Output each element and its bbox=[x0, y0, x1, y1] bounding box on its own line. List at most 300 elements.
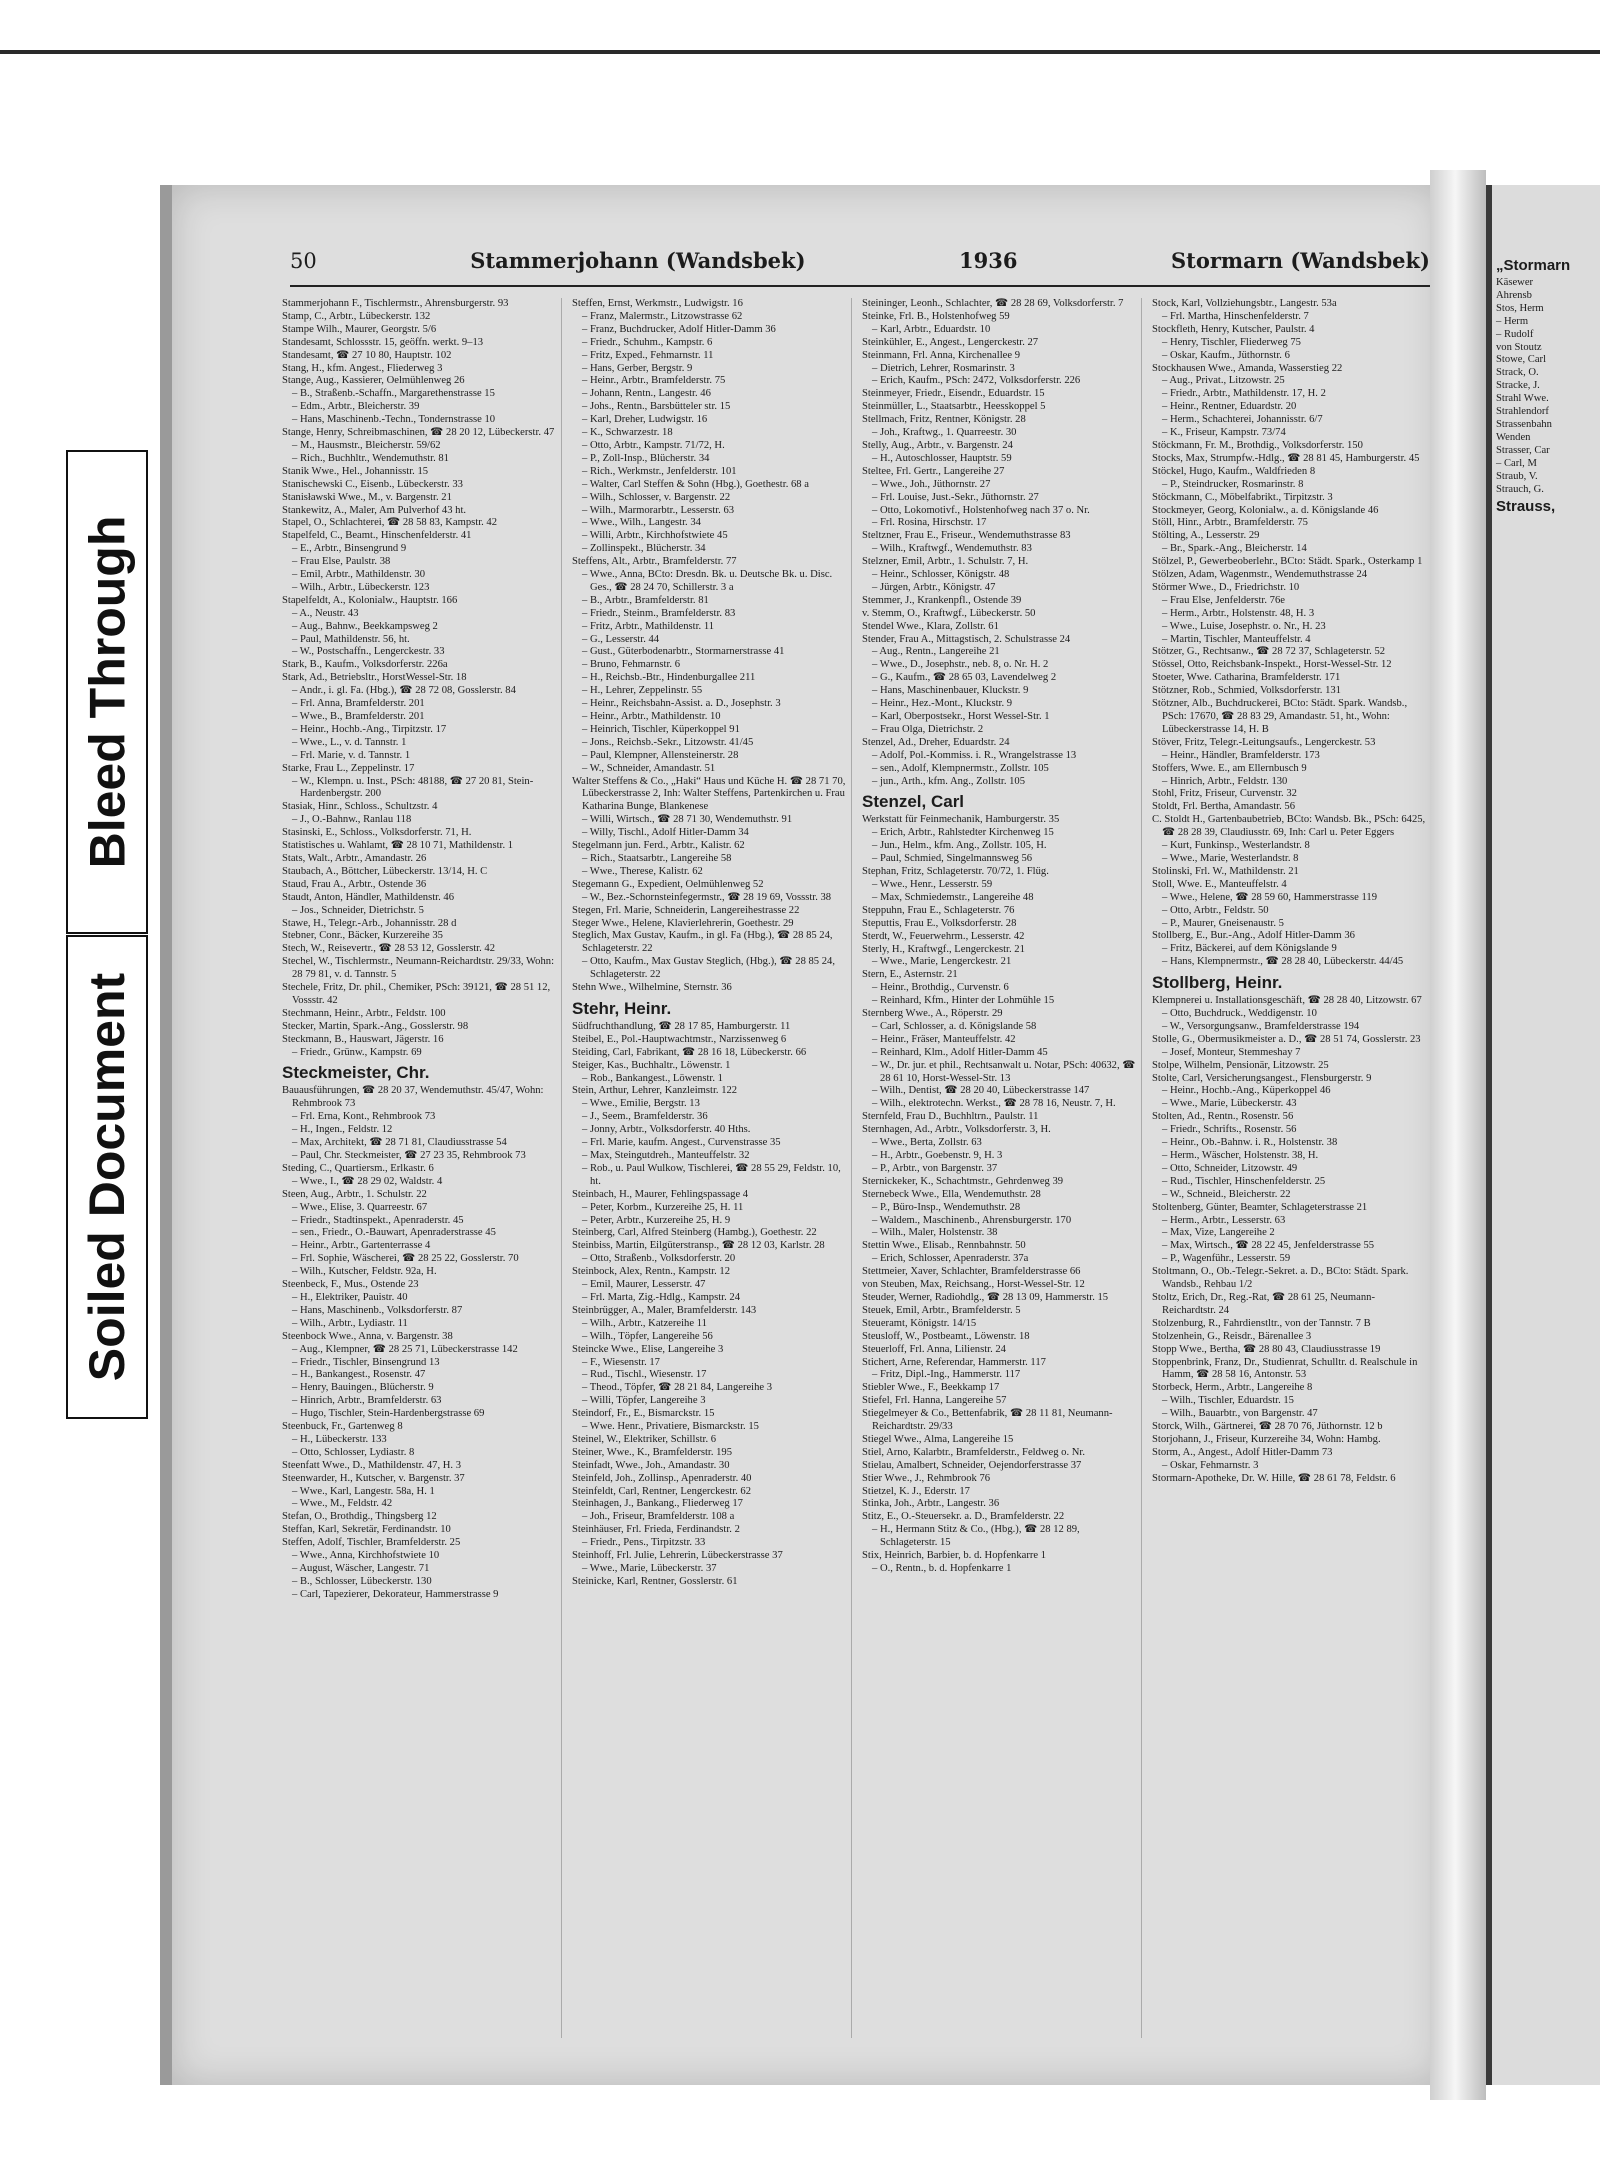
directory-entry: von Steuben, Max, Reichsang., Horst-Wessel-Str. 12 bbox=[862, 1279, 1085, 1291]
directory-entry: Stoll, Wwe. E., Manteuffelstr. 4 bbox=[1152, 878, 1287, 890]
directory-entry: – W., Postschaffn., Lengerckestr. 33 bbox=[292, 646, 445, 658]
directory-entry: – K., Schwarzestr. 18 bbox=[582, 427, 673, 439]
directory-entry: – Fritz, Bäckerei, auf dem Königslande 9 bbox=[1162, 943, 1337, 955]
directory-entry: Stelly, Aug., Arbtr., v. Bargenstr. 24 bbox=[862, 439, 1013, 451]
directory-entry: Sterdt, W., Feuerwehrm., Lesserstr. 42 bbox=[862, 930, 1025, 942]
directory-entry: Steinfeldt, Carl, Rentner, Lengerckestr. 62 bbox=[572, 1485, 752, 1497]
directory-entry: – Herm., Wäscher, Holstenstr. 38, H. bbox=[1162, 1150, 1319, 1161]
directory-entry: – J., O.-Bahnw., Ranlau 118 bbox=[292, 814, 412, 826]
directory-entry: – Otto, Buchdruck., Weddigenstr. 10 bbox=[1162, 1008, 1317, 1020]
top-border bbox=[0, 50, 1600, 54]
directory-entry: Steinke, Frl. B., Holstenhofweg 59 bbox=[862, 310, 1010, 322]
directory-entry: Steuek, Emil, Arbtr., Bramfelderstr. 5 bbox=[862, 1304, 1021, 1316]
directory-entry: – Rud., Tischler, Hinschenfelderstr. 25 bbox=[1162, 1175, 1326, 1187]
directory-entry: – Wilh., Kraftwgf., Wendemuthstr. 83 bbox=[872, 543, 1032, 555]
directory-entry: Stössel, Otto, Reichsbank-Inspekt., Horst-Wessel-Str. 12 bbox=[1152, 659, 1392, 671]
directory-entry: – H., Autoschlosser, Hauptstr. 59 bbox=[872, 452, 1012, 464]
directory-entry: – Waldem., Maschinenb., Ahrensburgerstr. 170 bbox=[872, 1214, 1072, 1226]
directory-entry: – W., Dr. jur. et phil., Rechtsanwalt u. Notar, PSch: 40632, ☎ 28 61 10, Horst-Wessel-Str. 13 bbox=[872, 1059, 1136, 1084]
directory-entry: – Edm., Arbtr., Bleicherstr. 39 bbox=[292, 401, 420, 413]
directory-entry: Stankewitz, A., Maler, Am Pulverhof 43 ht. bbox=[282, 504, 467, 516]
directory-entry: – E., Arbtr., Binsengrund 9 bbox=[292, 543, 407, 555]
directory-entry: – August, Wäscher, Langestr. 71 bbox=[292, 1563, 430, 1574]
directory-entry: – Friedr., Tischler, Binsengrund 13 bbox=[292, 1356, 440, 1368]
directory-entry: – Frau Else, Paulstr. 38 bbox=[292, 556, 391, 568]
directory-entry: – Johs., Rentn., Barsbütteler str. 15 bbox=[582, 401, 731, 413]
header-rule bbox=[290, 285, 1430, 287]
directory-entry: – Otto, Lokomotivf., Holstenhofweg nach 37 o. Nr. bbox=[872, 504, 1090, 516]
directory-entry: Stats, Walt., Arbtr., Amandastr. 26 bbox=[282, 852, 427, 864]
directory-entry: – Oskar, Kaufm., Jüthornstr. 6 bbox=[1162, 349, 1290, 361]
directory-entry: Steen, Aug., Arbtr., 1. Schulstr. 22 bbox=[282, 1188, 427, 1200]
next-page-list bbox=[1492, 255, 1600, 518]
directory-entry: – Wilh., Töpfer, Langereihe 56 bbox=[582, 1330, 713, 1342]
directory-entry: Sternickeker, K., Schachtmstr., Gehrdenweg 39 bbox=[862, 1175, 1064, 1187]
directory-entry: – F., Wiesenstr. 17 bbox=[582, 1356, 660, 1368]
right-running-title: Stormarn (Wandsbek) bbox=[1170, 248, 1430, 273]
directory-entry: Statistisches u. Wahlamt, ☎ 28 10 71, Mathildenstr. 1 bbox=[282, 840, 514, 852]
directory-entry: Stinka, Joh., Arbtr., Langestr. 36 bbox=[862, 1498, 1000, 1510]
directory-entry: – Heinr., Ob.-Bahnw. i. R., Holstenstr. 38 bbox=[1162, 1137, 1338, 1149]
directory-entry: – B., Arbtr., Bramfelderstr. 81 bbox=[582, 594, 709, 606]
directory-entry: Bauausführungen, ☎ 28 20 37, Wendemuthstr. 45/47, Wohn: Rehmbrook 73 bbox=[282, 1085, 544, 1110]
next-page-entry: Wenden bbox=[1496, 431, 1531, 443]
directory-entry: Standesamt, Schlossstr. 15, geöffn. werkt. 9–13 bbox=[282, 336, 484, 348]
directory-entry: Stampe Wilh., Maurer, Georgstr. 5/6 bbox=[282, 323, 437, 335]
directory-entry: Staud, Frau A., Arbtr., Ostende 36 bbox=[282, 878, 427, 890]
directory-entry: Sternberg Wwe., A., Röperstr. 29 bbox=[862, 1008, 1003, 1020]
directory-entry: – Hans, Klempnermstr., ☎ 28 28 40, Lübeckerstr. 44/45 bbox=[1162, 956, 1404, 968]
directory-entry: Steinicke, Karl, Rentner, Gosslerstr. 61 bbox=[572, 1575, 738, 1587]
directory-entry: – H., Reichsb.-Btr., Hindenburgallee 211 bbox=[582, 672, 756, 684]
directory-entry: – Heinr., Arbtr., Bramfelderstr. 75 bbox=[582, 375, 726, 387]
directory-entry: Stock, Karl, Vollziehungsbtr., Langestr. 53a bbox=[1152, 298, 1337, 309]
directory-entry: – Frl. Marie, v. d. Tannstr. 1 bbox=[292, 749, 411, 761]
directory-entry: Steltee, Frl. Gertr., Langereihe 27 bbox=[862, 465, 1005, 477]
directory-entry: Stechel, W., Tischlermstr., Neumann-Reichardtstr. 29/33, Wohn: 28 79 81, v. d. Tannstr. 5 bbox=[282, 956, 555, 981]
directory-entry: – Willi, Wirtsch., ☎ 28 71 30, Wendemuthstr. 91 bbox=[582, 814, 793, 826]
directory-entry: – Frl. Erna, Kont., Rehmbrook 73 bbox=[292, 1111, 436, 1123]
directory-entry: – P., Wagenführ., Lesserstr. 59 bbox=[1162, 1253, 1291, 1265]
directory-entry: Steppuhn, Frau E., Schlageterstr. 76 bbox=[862, 904, 1015, 916]
directory-entry: Stender, Frau A., Mittagstisch, 2. Schulstrasse 24 bbox=[862, 633, 1071, 645]
directory-entry: – Henry, Bauingen., Blücherstr. 9 bbox=[292, 1382, 434, 1394]
directory-entry: Stammerjohann F., Tischlermstr., Ahrensburgerstr. 93 bbox=[282, 298, 509, 309]
directory-entry: Steueramt, Königstr. 14/15 bbox=[862, 1317, 977, 1329]
directory-entry: Stormarn-Apotheke, Dr. W. Hille, ☎ 28 61 78, Feldstr. 6 bbox=[1152, 1472, 1396, 1484]
directory-entry: – Max, Wirtsch., ☎ 28 22 45, Jenfelderstrasse 55 bbox=[1162, 1240, 1375, 1252]
directory-entry: Stechmann, Heinr., Arbtr., Feldstr. 100 bbox=[282, 1007, 446, 1019]
directory-entry: – Peter, Arbtr., Kurzereihe 25, H. 9 bbox=[582, 1214, 731, 1226]
directory-entry: Stolzenburg, R., Fahrdienstltr., von der Tannstr. 7 B bbox=[1152, 1317, 1371, 1329]
directory-entry: – Oskar, Fehmarnstr. 3 bbox=[1162, 1459, 1259, 1471]
directory-entry: Sternebeck Wwe., Ella, Wendemuthstr. 28 bbox=[862, 1188, 1041, 1200]
directory-entry: Stoltmann, O., Ob.-Telegr.-Sekret. a. D., BCto: Städt. Spark. Wandsb., Rehbau 1/2 bbox=[1152, 1266, 1409, 1291]
directory-entry: – Jonny, Arbtr., Volksdorferstr. 40 Hths. bbox=[582, 1124, 751, 1136]
directory-entry: Steiger, Kas., Buchhaltr., Löwenstr. 1 bbox=[572, 1059, 731, 1071]
next-page-entry: Stos, Herm bbox=[1496, 302, 1544, 314]
directory-entry: Stöckmann, C., Möbelfabrikt., Tirpitzstr. 3 bbox=[1152, 491, 1333, 503]
directory-entry: Stapel, O., Schlachterei, ☎ 28 58 83, Kampstr. 42 bbox=[282, 517, 498, 529]
directory-entry: – Wilh., Dentist, ☎ 28 20 40, Lübeckerstrasse 147 bbox=[872, 1085, 1090, 1097]
directory-entry: – Frl. Anna, Bramfelderstr. 201 bbox=[292, 698, 425, 710]
directory-entry: Stölzel, P., Gewerbeoberlehr., BCto: Städt. Spark., Osterkamp 1 bbox=[1152, 556, 1423, 568]
directory-entry: Stegen, Frl. Marie, Schneiderin, Langereihestrasse 22 bbox=[572, 904, 800, 916]
directory-entry: Steffen, Ernst, Werkmstr., Ludwigstr. 16 bbox=[572, 298, 743, 309]
directory-entry: – Wwe., Berta, Zollstr. 63 bbox=[872, 1137, 982, 1149]
directory-entry: Steckmeister, Chr. bbox=[282, 1063, 430, 1083]
directory-entry: – sen., Adolf, Klempnermstr., Zollstr. 105 bbox=[872, 762, 1049, 774]
directory-entry: – Heinr., Arbtr., Gartenterrasse 4 bbox=[292, 1240, 431, 1252]
directory-entry: – H., Elektriker, Pauistr. 40 bbox=[292, 1291, 408, 1303]
directory-entry: Stenzel, Carl bbox=[862, 792, 965, 812]
column-1 bbox=[282, 298, 562, 2038]
directory-entry: Steinhoff, Frl. Julie, Lehrerin, Lübeckerstrasse 37 bbox=[572, 1550, 783, 1562]
directory-entry: Stolle, G., Obermusikmeister a. D., ☎ 28 51 74, Gosslerstr. 23 bbox=[1152, 1033, 1421, 1045]
directory-entry: Stoeter, Wwe. Catharina, Bramfelderstr. 171 bbox=[1152, 672, 1341, 684]
directory-entry: – B., Schlosser, Lübeckerstr. 130 bbox=[292, 1575, 432, 1587]
directory-entry: – Erich, Arbtr., Rahlstedter Kirchenweg 15 bbox=[872, 827, 1054, 839]
directory-entry: Stephan, Fritz, Schlageterstr. 70/72, 1. Flüg. bbox=[862, 866, 1049, 878]
directory-columns bbox=[282, 298, 1432, 2038]
directory-entry: Steinel, W., Elektriker, Schillstr. 6 bbox=[572, 1433, 717, 1445]
directory-entry: – Hans, Maschinenbauer, Kluckstr. 9 bbox=[872, 685, 1029, 697]
directory-entry: – Heinr., Hochb.-Ang., Tirpitzstr. 17 bbox=[292, 723, 447, 735]
directory-entry: Stielau, Amalbert, Schneider, Oejendorferstrasse 37 bbox=[862, 1459, 1082, 1471]
next-page-entry: Strahlendorf bbox=[1496, 406, 1549, 418]
directory-entry: – Frl. Marta, Zig.-Hdlg., Kampstr. 24 bbox=[582, 1291, 741, 1303]
directory-entry: – Frl. Martha, Hinschenfelderstr. 7 bbox=[1162, 310, 1309, 322]
directory-entry: – Martin, Tischler, Manteuffelstr. 4 bbox=[1162, 633, 1311, 645]
directory-entry: – Reinhard, Kfm., Hinter der Lohmühle 15 bbox=[872, 995, 1055, 1007]
directory-entry: Steenbock Wwe., Anna, v. Bargenstr. 38 bbox=[282, 1330, 453, 1342]
directory-entry: Stettin Wwe., Elisab., Rennbahnstr. 50 bbox=[862, 1240, 1026, 1252]
directory-entry: – Wilh., Marmorarbtr., Lesserstr. 63 bbox=[582, 504, 735, 516]
directory-entry: Stiebler Wwe., F., Beekkamp 17 bbox=[862, 1382, 1000, 1394]
directory-entry: Stiegelmeyer & Co., Bettenfabrik, ☎ 28 11 81, Neumann-Reichardtstr. 29/33 bbox=[862, 1408, 1113, 1433]
directory-entry: – P., Büro-Insp., Wendemuthstr. 28 bbox=[872, 1201, 1021, 1213]
directory-entry: Stoldt, Frl. Bertha, Amandastr. 56 bbox=[1152, 801, 1296, 813]
directory-entry: – Wilh., Maler, Holstenstr. 38 bbox=[872, 1227, 998, 1239]
directory-entry: – Karl, Oberpostsekr., Horst Wessel-Str. 1 bbox=[872, 711, 1050, 722]
directory-entry: Stölzen, Adam, Wagenmstr., Wendemuthstrasse 24 bbox=[1152, 569, 1368, 581]
directory-entry: Steinkühler, E., Angest., Lengerckestr. 27 bbox=[862, 336, 1039, 348]
directory-entry: – Erich, Schlosser, Apenraderstr. 37a bbox=[872, 1253, 1029, 1265]
next-page-edge bbox=[1486, 185, 1600, 2085]
next-page-bold-name: Strauss, bbox=[1496, 498, 1556, 516]
directory-entry: Stolten, Ad., Rentn., Rosenstr. 56 bbox=[1152, 1111, 1294, 1123]
directory-entry: – sen., Friedr., O.-Bauwart, Apenraderstrasse 45 bbox=[292, 1227, 496, 1239]
directory-entry: Stietzel, K. J., Ederstr. 17 bbox=[862, 1485, 970, 1497]
directory-entry: – jun., Arth., kfm. Ang., Zollstr. 105 bbox=[872, 775, 1026, 787]
directory-entry: Steffan, Karl, Sekretär, Ferdinandstr. 10 bbox=[282, 1524, 451, 1536]
directory-entry: – Frl. Rosina, Hirschstr. 17 bbox=[872, 517, 987, 529]
directory-entry: Stoltz, Erich, Dr., Reg.-Rat, ☎ 28 61 25, Neumann-Reichardtstr. 24 bbox=[1152, 1291, 1375, 1316]
directory-entry: – Heinr., Hez.-Mont., Kluckstr. 9 bbox=[872, 698, 1013, 710]
directory-entry: – Otto, Arbtr., Feldstr. 50 bbox=[1162, 904, 1269, 916]
directory-entry: – Wwe., Therese, Kalistr. 62 bbox=[582, 865, 703, 877]
directory-entry: Staudt, Anton, Händler, Mathildenstr. 46 bbox=[282, 891, 455, 903]
directory-entry: Stein, Arthur, Lehrer, Kanzleimstr. 122 bbox=[572, 1085, 738, 1097]
directory-entry: Sternfeld, Frau D., Buchhltrn., Paulstr. 11 bbox=[862, 1111, 1039, 1123]
directory-entry: Stanik Wwe., Hel., Johannisstr. 15 bbox=[282, 465, 429, 477]
directory-entry: Sternhagen, Ad., Arbtr., Volksdorferstr. 3, H. bbox=[862, 1124, 1051, 1136]
directory-entry: – Aug., Bahnw., Beekkampsweg 2 bbox=[292, 620, 438, 632]
directory-entry: Steininger, Leonh., Schlachter, ☎ 28 28 69, Volksdorferstr. 7 bbox=[862, 298, 1124, 309]
directory-entry: Stecker, Martin, Spark.-Ang., Gosslerstr. 98 bbox=[282, 1020, 469, 1032]
directory-entry: Steckmann, B., Hauswart, Jägerstr. 16 bbox=[282, 1033, 444, 1045]
directory-entry: Steffen, Adolf, Tischler, Bramfelderstr. 25 bbox=[282, 1537, 461, 1549]
directory-entry: Steinbiss, Martin, Eilgüterstransp., ☎ 28 12 03, Karlstr. 28 bbox=[572, 1240, 825, 1252]
soiled-document-label bbox=[66, 935, 148, 1419]
directory-entry: – Paul, Klempner, Allensteinerstr. 28 bbox=[582, 749, 739, 761]
directory-entry: – Wwe., M., Feldstr. 42 bbox=[292, 1498, 393, 1510]
next-page-entry: Ahrensb bbox=[1496, 289, 1532, 301]
directory-entry: – Aug., Rentn., Langereihe 21 bbox=[872, 646, 1000, 658]
directory-entry: – H., Hermann Stitz & Co., (Hbg.), ☎ 28 12 89, Schlageterstr. 15 bbox=[872, 1524, 1080, 1549]
column-3 bbox=[862, 298, 1142, 2038]
directory-entry: – P., Arbtr., von Bargenstr. 37 bbox=[872, 1162, 998, 1174]
directory-entry: Stark, B., Kaufm., Volksdorferstr. 226a bbox=[282, 659, 448, 671]
directory-entry: Stasinski, E., Schloss., Volksdorferstr. 71, H. bbox=[282, 827, 472, 839]
directory-entry: Steibel, E., Pol.-Hauptwachtmstr., Narzissenweg 6 bbox=[572, 1033, 787, 1045]
directory-entry: Steinmann, Frl. Anna, Kirchenallee 9 bbox=[862, 349, 1020, 361]
directory-entry: – Otto, Straßenb., Volksdorferstr. 20 bbox=[582, 1253, 736, 1265]
directory-entry: Südfruchthandlung, ☎ 28 17 85, Hamburgerstr. 11 bbox=[572, 1020, 791, 1032]
directory-entry: – Fritz, Exped., Fehmarnstr. 11 bbox=[582, 349, 714, 361]
directory-entry: – Hinrich, Arbtr., Feldstr. 130 bbox=[1162, 775, 1288, 787]
directory-entry: – G., Lesserstr. 44 bbox=[582, 633, 660, 645]
directory-entry: – Karl, Arbtr., Eduardstr. 10 bbox=[872, 323, 991, 335]
book-gutter bbox=[1430, 170, 1486, 2100]
next-page-entry: von Stoutz bbox=[1496, 341, 1542, 353]
directory-entry: – Reinhard, Klm., Adolf Hitler-Damm 45 bbox=[872, 1046, 1048, 1058]
directory-entry: – Rich., Staatsarbtr., Langereihe 58 bbox=[582, 852, 732, 864]
directory-entry: – M., Hausmstr., Bleicherstr. 59/62 bbox=[292, 439, 441, 451]
directory-entry: – Heinrich, Tischler, Küperkoppel 91 bbox=[582, 723, 740, 735]
directory-entry: – Heinr., Schlosser, Königstr. 48 bbox=[872, 569, 1010, 581]
directory-entry: – Friedr., Arbtr., Mathildenstr. 17, H. 2 bbox=[1162, 388, 1326, 400]
directory-entry: – Frau Olga, Dietrichstr. 2 bbox=[872, 723, 984, 735]
directory-entry: Stoltenberg, Günter, Beamter, Schlageterstrasse 21 bbox=[1152, 1201, 1368, 1213]
directory-entry: Stichert, Arne, Referendar, Hammerstr. 117 bbox=[862, 1356, 1046, 1368]
directory-entry: Klempnerei u. Installationsgeschäft, ☎ 28 28 40, Litzowstr. 67 bbox=[1152, 995, 1422, 1007]
directory-entry: – Rich., Werkmstr., Jenfelderstr. 101 bbox=[582, 465, 737, 477]
directory-entry: – Willy, Tischl., Adolf Hitler-Damm 34 bbox=[582, 827, 749, 839]
directory-entry: – Jürgen, Arbtr., Königstr. 47 bbox=[872, 581, 996, 593]
directory-entry: Stollberg, E., Bur.-Ang., Adolf Hitler-Damm 36 bbox=[1152, 930, 1355, 942]
directory-entry: – P., Maurer, Gneisenaustr. 5 bbox=[1162, 917, 1284, 929]
directory-entry: Stapelfeld, C., Beamt., Hinschenfelderstr. 41 bbox=[282, 530, 472, 542]
directory-entry: Stier Wwe., J., Rehmbrook 76 bbox=[862, 1472, 991, 1484]
directory-entry: – O., Rentn., b. d. Hopfenkarre 1 bbox=[872, 1563, 1012, 1574]
directory-entry: – Gust., Güterbodenarbtr., Stormarnerstrasse 41 bbox=[582, 646, 785, 658]
next-page-entry: Strasser, Car bbox=[1496, 444, 1550, 456]
directory-entry: – Karl, Dreher, Ludwigstr. 16 bbox=[582, 414, 708, 426]
directory-entry: – Wilh., Arbtr., Katzereihe 11 bbox=[582, 1317, 707, 1329]
directory-entry: Stockhausen Wwe., Amanda, Wasserstieg 22 bbox=[1152, 362, 1343, 374]
directory-entry: – Hinrich, Arbtr., Bramfelderstr. 63 bbox=[292, 1395, 442, 1407]
soiled-document-label-text: Soiled Document bbox=[79, 972, 135, 1382]
directory-entry: – Wwe., Marie, Lengerckestr. 21 bbox=[872, 956, 1012, 968]
directory-entry: Stöckmann, Fr. M., Brothdig., Volksdorferstr. 150 bbox=[1152, 439, 1363, 451]
directory-entry: Stollberg, Heinr. bbox=[1152, 973, 1283, 993]
directory-entry: – Herm., Arbtr., Holstenstr. 48, H. 3 bbox=[1162, 607, 1315, 619]
directory-entry: Storbeck, Herm., Arbtr., Langereihe 8 bbox=[1152, 1382, 1313, 1394]
next-page-entry: Stracke, J. bbox=[1496, 380, 1540, 392]
directory-entry: – Br., Spark.-Ang., Bleicherstr. 14 bbox=[1162, 543, 1307, 555]
directory-entry: – Heinr., Arbtr., Mathildenstr. 10 bbox=[582, 711, 721, 722]
directory-entry: Steglich, Max Gustav, Kaufm., in gl. Fa (Hbg.), ☎ 28 85 24, Schlageterstr. 22 bbox=[572, 930, 833, 955]
directory-entry: – Hugo, Tischler, Stein-Hardenbergstrasse 69 bbox=[292, 1408, 485, 1420]
next-page-entry: – Herm bbox=[1496, 315, 1529, 327]
directory-entry: Steger Wwe., Helene, Klavierlehrerin, Goethestr. 29 bbox=[572, 917, 794, 929]
directory-entry: Storjohann, J., Friseur, Kurzereihe 34, Wohn: Hambg. bbox=[1152, 1433, 1381, 1445]
directory-entry: – Carl, Schlosser, a. d. Königslande 58 bbox=[872, 1020, 1037, 1032]
directory-entry: – Heinr., Rentner, Eduardstr. 20 bbox=[1162, 401, 1297, 413]
directory-entry: – W., Schneid., Bleicherstr. 22 bbox=[1162, 1188, 1291, 1200]
directory-entry: Stockmeyer, Georg, Kolonialw., a. d. Königslande 46 bbox=[1152, 504, 1379, 516]
directory-entry: – Wwe., Anna, Kirchhofstwiete 10 bbox=[292, 1550, 440, 1562]
directory-entry: – Carl, Tapezierer, Dekorateur, Hammerstrasse 9 bbox=[292, 1588, 499, 1600]
directory-entry: – Hans, Gerber, Bergstr. 9 bbox=[582, 362, 693, 374]
directory-entry: – Wwe., D., Josephstr., neb. 8, o. Nr. H. 2 bbox=[872, 659, 1049, 671]
directory-entry: – Wwe., I., ☎ 28 29 02, Waldstr. 4 bbox=[292, 1175, 443, 1187]
next-page-entry: Strassenbahn bbox=[1496, 418, 1552, 430]
directory-entry: – Hans, Maschinenb., Volksdorferstr. 87 bbox=[292, 1304, 463, 1316]
directory-entry: Steusloff, W., Postbeamt., Löwenstr. 18 bbox=[862, 1330, 1030, 1342]
directory-entry: – Franz, Malermstr., Litzowstrasse 62 bbox=[582, 310, 743, 322]
column-4 bbox=[1152, 298, 1432, 2038]
directory-entry: – Otto, Schlosser, Lydiastr. 8 bbox=[292, 1446, 415, 1458]
directory-entry: Stolpe, Wilhelm, Pensionär, Litzowstr. 25 bbox=[1152, 1059, 1329, 1071]
directory-entry: – Frl. Marie, kaufm. Angest., Curvenstrasse 35 bbox=[582, 1137, 781, 1149]
directory-entry: – Heinr., Reichsbahn-Assist. a. D., Josephstr. 3 bbox=[582, 698, 781, 710]
directory-entry: Steinhäuser, Frl. Frieda, Ferdinandstr. 2 bbox=[572, 1524, 740, 1536]
directory-entry: Stehr, Heinr. bbox=[572, 998, 672, 1018]
directory-entry: Stötzner, Rob., Schmied, Volksdorferstr. 131 bbox=[1152, 685, 1341, 697]
directory-entry: Stohl, Fritz, Friseur, Curvenstr. 32 bbox=[1152, 788, 1297, 800]
directory-entry: – Wwe., Marie, Lübeckerstr. 43 bbox=[1162, 1098, 1297, 1110]
directory-entry: Stiefel, Frl. Hanna, Langereihe 57 bbox=[862, 1395, 1007, 1407]
directory-entry: – H., Lübeckerstr. 133 bbox=[292, 1433, 387, 1445]
directory-entry: – Wwe., Elise, 3. Quarreestr. 67 bbox=[292, 1201, 428, 1213]
directory-entry: Stolinski, Frl. W., Mathildenstr. 21 bbox=[1152, 865, 1299, 877]
directory-entry: – Wwe., Marie, Westerlandstr. 8 bbox=[1162, 852, 1299, 864]
directory-entry: Steuerloff, Frl. Anna, Lilienstr. 24 bbox=[862, 1343, 1006, 1355]
directory-entry: – Max, Architekt, ☎ 28 71 81, Claudiusstrasse 54 bbox=[292, 1137, 507, 1149]
directory-entry: – Wwe., Karl, Langestr. 58a, H. 1 bbox=[292, 1485, 435, 1497]
directory-entry: – Kurt, Funkinsp., Westerlandstr. 8 bbox=[1162, 840, 1310, 852]
directory-entry: – Wwe., B., Bramfelderstr. 201 bbox=[292, 711, 425, 722]
directory-entry: – H., Bankangest., Rosenstr. 47 bbox=[292, 1369, 426, 1381]
directory-entry: Störmer Wwe., D., Friedrichstr. 10 bbox=[1152, 581, 1300, 593]
directory-entry: Stegelmann jun. Ferd., Arbtr., Kalistr. 62 bbox=[572, 840, 745, 852]
directory-entry: Stockfleth, Henry, Kutscher, Paulstr. 4 bbox=[1152, 323, 1315, 335]
directory-entry: Stark, Ad., Betriebsltr., HorstWessel-Str. 18 bbox=[282, 672, 467, 684]
directory-entry: – Adolf, Pol.-Kommiss. i. R., Wrangelstrasse 13 bbox=[872, 749, 1077, 761]
page-number: 50 bbox=[290, 249, 317, 273]
directory-entry: Stiegel Wwe., Alma, Langereihe 15 bbox=[862, 1433, 1014, 1445]
directory-entry: – Wwe., Joh., Jüthornstr. 27 bbox=[872, 478, 991, 490]
directory-entry: Steinbrügger, A., Maler, Bramfelderstr. 143 bbox=[572, 1304, 757, 1316]
directory-entry: – Frl. Sophie, Wäscherei, ☎ 28 25 22, Gosslerstr. 70 bbox=[292, 1253, 519, 1265]
directory-entry: Stebner, Conr., Bäcker, Kurzereihe 35 bbox=[282, 930, 443, 942]
left-running-title: Stammerjohann (Wandsbek) bbox=[470, 248, 806, 273]
directory-entry: Steenbeck, F., Mus., Ostende 23 bbox=[282, 1279, 419, 1291]
directory-entry: Steffens, Alt., Arbtr., Bramfelderstr. 77 bbox=[572, 556, 737, 568]
directory-entry: Stötzner, Alb., Buchdruckerei, BCto: Städt. Spark. Wandsb., PSch: 17670, ☎ 28 83 29, Amandastr. 51, ht., Wohn: Lübeckerstrasse 14, H. B bbox=[1152, 698, 1408, 735]
directory-entry: – Hans, Maschinenb.-Techn., Tondernstrasse 10 bbox=[292, 414, 496, 426]
directory-entry: – Erich, Kaufm., PSch: 2472, Volksdorferstr. 226 bbox=[872, 375, 1081, 387]
directory-entry: Stamp, C., Arbtr., Lübeckerstr. 132 bbox=[282, 310, 431, 322]
next-page-title: „Stormarn bbox=[1496, 257, 1571, 274]
directory-entry: – Paul, Mathildenstr. 56, ht. bbox=[292, 633, 410, 645]
next-page-entries bbox=[1492, 277, 1600, 518]
directory-entry: – B., Straßenb.-Schaffn., Margarethenstrasse 15 bbox=[292, 388, 495, 400]
directory-entry: Stix, Heinrich, Barbier, b. d. Hopfenkarre 1 bbox=[862, 1550, 1047, 1562]
directory-entry: – W., Schneider, Amandastr. 51 bbox=[582, 762, 716, 774]
directory-entry: Stasiak, Hinr., Schloss., Schultzstr. 4 bbox=[282, 801, 438, 813]
directory-entry: C. Stoldt H., Gartenbaubetrieb, BCto: Wandsb. Bk., PSch: 6425, ☎ 28 28 39, Claudiusstr. 69, Inh: Carl u. Peter Eggers bbox=[1152, 814, 1426, 839]
directory-entry: Stech, W., Reisevertr., ☎ 28 53 12, Gosslerstr. 42 bbox=[282, 943, 495, 955]
directory-entry: – W., Versorgungsanw., Bramfelderstrasse 194 bbox=[1162, 1020, 1360, 1032]
directory-entry: Stolzenhein, G., Reisdr., Bärenallee 3 bbox=[1152, 1330, 1312, 1342]
directory-entry: Stern, E., Asternstr. 21 bbox=[862, 969, 958, 981]
directory-entry: – Friedr., Pens., Tirpitzstr. 33 bbox=[582, 1537, 706, 1549]
directory-entry: Stoppenbrink, Franz, Dr., Studienrat, Schulltr. d. Realschule in Hamm, ☎ 28 58 16, Antonstr. 53 bbox=[1152, 1356, 1418, 1381]
directory-entry: – Heinr., Hochb.-Ang., Küperkoppel 46 bbox=[1162, 1085, 1331, 1097]
directory-entry: – Joh., Friseur, Bramfelderstr. 108 a bbox=[582, 1511, 735, 1523]
directory-entry: – Bruno, Fehmarnstr. 6 bbox=[582, 659, 680, 671]
directory-entry: Stettmeier, Xaver, Schlachter, Bramfelderstrasse 66 bbox=[862, 1266, 1081, 1278]
directory-entry: – Zollinspekt., Blücherstr. 34 bbox=[582, 543, 706, 555]
directory-entry: – Paul, Schmied, Singelmannsweg 56 bbox=[872, 853, 1033, 865]
next-page-entry: Strauch, G. bbox=[1496, 483, 1544, 495]
directory-entry: Stange, Aug., Kassierer, Oelmühlenweg 26 bbox=[282, 375, 465, 387]
directory-entry: – Henry, Tischler, Fliederweg 75 bbox=[1162, 336, 1301, 348]
directory-entry: – Aug., Privat., Litzowstr. 25 bbox=[1162, 375, 1285, 387]
directory-entry: – Friedr., Schrifts., Rosenstr. 56 bbox=[1162, 1124, 1297, 1136]
directory-entry: Stoffers, Wwe. E., am Ellernbusch 9 bbox=[1152, 762, 1307, 774]
directory-entry: – Friedr., Steinm., Bramfelderstr. 83 bbox=[582, 607, 736, 619]
directory-entry: – Wwe., Helene, ☎ 28 59 60, Hammerstrasse 119 bbox=[1162, 891, 1378, 903]
directory-entry: Steenbuck, Fr., Gartenweg 8 bbox=[282, 1421, 403, 1433]
directory-entry: – Heinr., Händler, Bramfelderstr. 173 bbox=[1162, 749, 1320, 761]
year: 1936 bbox=[959, 248, 1018, 273]
directory-entry: – Wilh., Bauarbtr., von Bargenstr. 47 bbox=[1162, 1408, 1318, 1420]
directory-entry: Stendel Wwe., Klara, Zollstr. 61 bbox=[862, 620, 999, 632]
directory-entry: Stiel, Arno, Kalarbtr., Bramfelderstr., Feldweg o. Nr. bbox=[862, 1446, 1086, 1458]
directory-entry: Stöckel, Hugo, Kaufm., Waldfrieden 8 bbox=[1152, 465, 1316, 477]
directory-entry: – G., Kaufm., ☎ 28 65 03, Lavendelweg 2 bbox=[872, 672, 1057, 684]
directory-entry: – Wilh., Kutscher, Feldstr. 92a, H. bbox=[292, 1266, 437, 1278]
directory-entry: Stötzer, G., Rechtsanw., ☎ 28 72 37, Schlageterstr. 52 bbox=[1152, 646, 1386, 658]
directory-entry: – Otto, Arbtr., Kampstr. 71/72, H. bbox=[582, 439, 725, 451]
directory-entry: – Paul, Chr. Steckmeister, ☎ 27 23 35, Rehmbrook 73 bbox=[292, 1150, 526, 1161]
directory-entry: Stegemann G., Expedient, Oelmühlenweg 52 bbox=[572, 878, 764, 890]
directory-entry: Stechele, Fritz, Dr. phil., Chemiker, PSch: 39121, ☎ 28 51 12, Vossstr. 42 bbox=[282, 982, 551, 1006]
directory-entry: – Josef, Monteur, Stemmeshay 7 bbox=[1162, 1046, 1301, 1058]
directory-entry: – Andr., i. gl. Fa. (Hbg.), ☎ 28 72 08, Gosslerstr. 84 bbox=[292, 685, 516, 697]
directory-entry: Steiner, Wwe., K., Bramfelderstr. 195 bbox=[572, 1446, 733, 1458]
directory-entry: – Emil, Arbtr., Mathildenstr. 30 bbox=[292, 569, 426, 581]
next-page-entry: Strack, O. bbox=[1496, 367, 1539, 379]
next-page-entry: Stowe, Carl bbox=[1496, 354, 1547, 366]
directory-entry: – Rob., u. Paul Wulkow, Tischlerei, ☎ 28 55 29, Feldstr. 10, ht. bbox=[582, 1162, 841, 1187]
directory-entry: Starke, Frau L., Zeppelinstr. 17 bbox=[282, 762, 415, 774]
directory-entry: – Wilh., Arbtr., Lübeckerstr. 123 bbox=[292, 581, 430, 593]
